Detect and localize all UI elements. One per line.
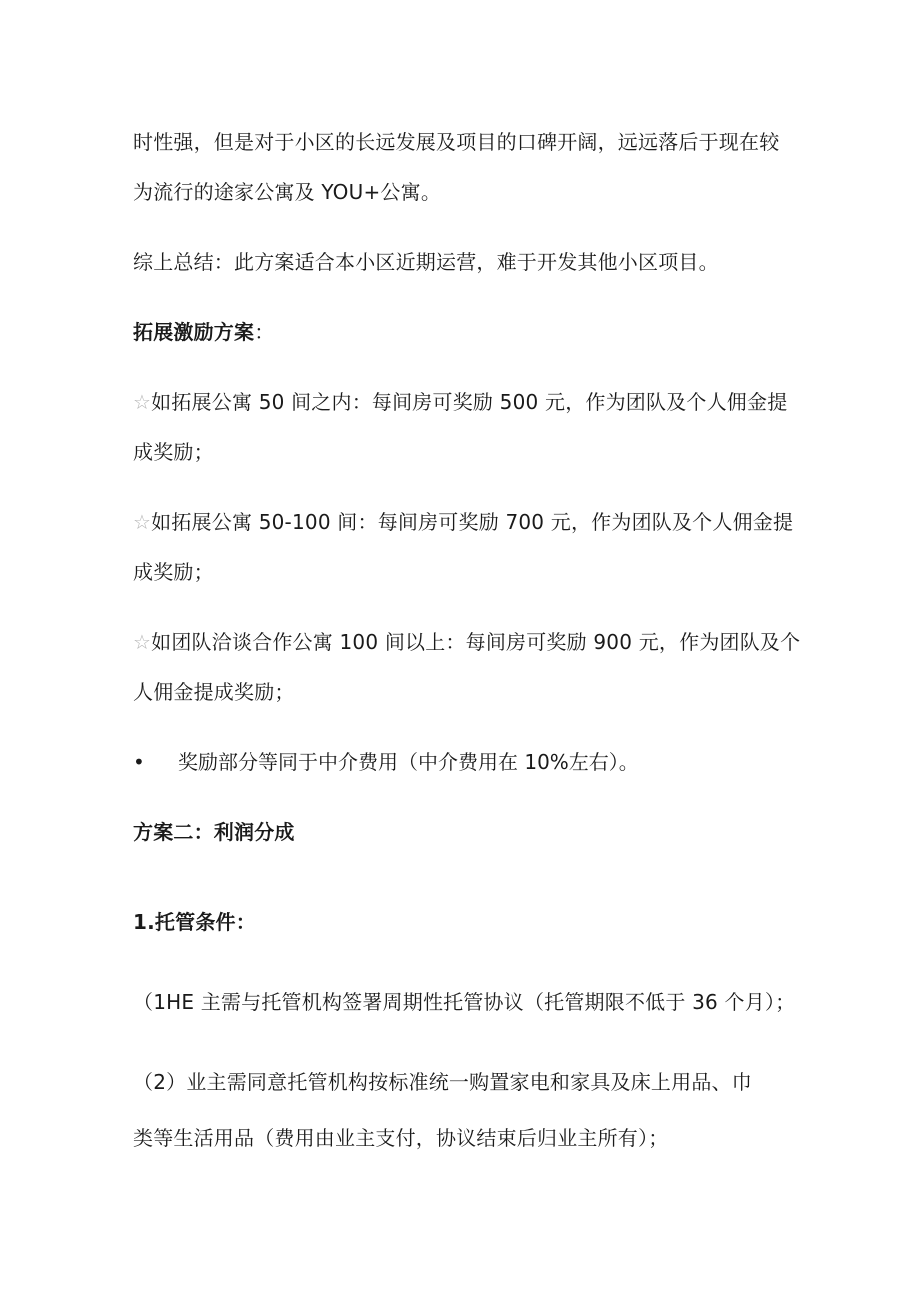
condition-2-cont: 类等生活用品（费用由业主支付，协议结束后归业主所有）；	[133, 1126, 669, 1150]
incentive-item-2-cont: 成奖励；	[133, 560, 214, 584]
condition-1: （1HE 主需与托管机构签署周期性托管协议（托管期限不低于 36 个月）；	[133, 990, 796, 1014]
incentive-heading	[133, 318, 274, 346]
incentive-item-2	[133, 508, 793, 536]
incentive-item-3-text: 如团队洽谈合作公寓 100 间以上：每间房可奖励 900 元，作为团队及个	[151, 630, 801, 654]
incentive-item-1-cont: 成奖励；	[133, 440, 214, 464]
incentive-item-1	[133, 388, 787, 416]
incentive-item-3	[133, 628, 800, 656]
bullet-item: 奖励部分等同于中介费用（中介费用在 10%左右）。	[178, 750, 639, 774]
bullet-icon: •	[133, 750, 145, 774]
paragraph-line: 时性强，但是对于小区的长远发展及项目的口碑开阔，远远落后于现在较	[133, 130, 780, 154]
incentive-heading-colon: ：	[254, 320, 275, 344]
incentive-heading-text: 拓展激励方案	[133, 320, 255, 344]
conditions-heading: 1.托管条件：	[133, 910, 256, 934]
star-icon: ☆	[133, 390, 152, 414]
incentive-item-3-cont: 人佣金提成奖励；	[133, 680, 295, 704]
plan2-heading: 方案二：利润分成	[133, 820, 295, 844]
paragraph-line: 为流行的途家公寓及 YOU+公寓。	[133, 180, 442, 204]
summary-line: 综上总结：此方案适合本小区近期运营，难于开发其他小区项目。	[133, 250, 719, 274]
incentive-item-1-text: 如拓展公寓 50 间之内：每间房可奖励 500 元，作为团队及个人佣金提	[151, 390, 788, 414]
incentive-item-2-text: 如拓展公寓 50-100 间：每间房可奖励 700 元，作为团队及个人佣金提	[151, 510, 794, 534]
condition-2: （2）业主需同意托管机构按标准统一购置家电和家具及床上用品、巾	[133, 1070, 752, 1094]
star-icon: ☆	[133, 510, 152, 534]
star-icon: ☆	[133, 630, 152, 654]
